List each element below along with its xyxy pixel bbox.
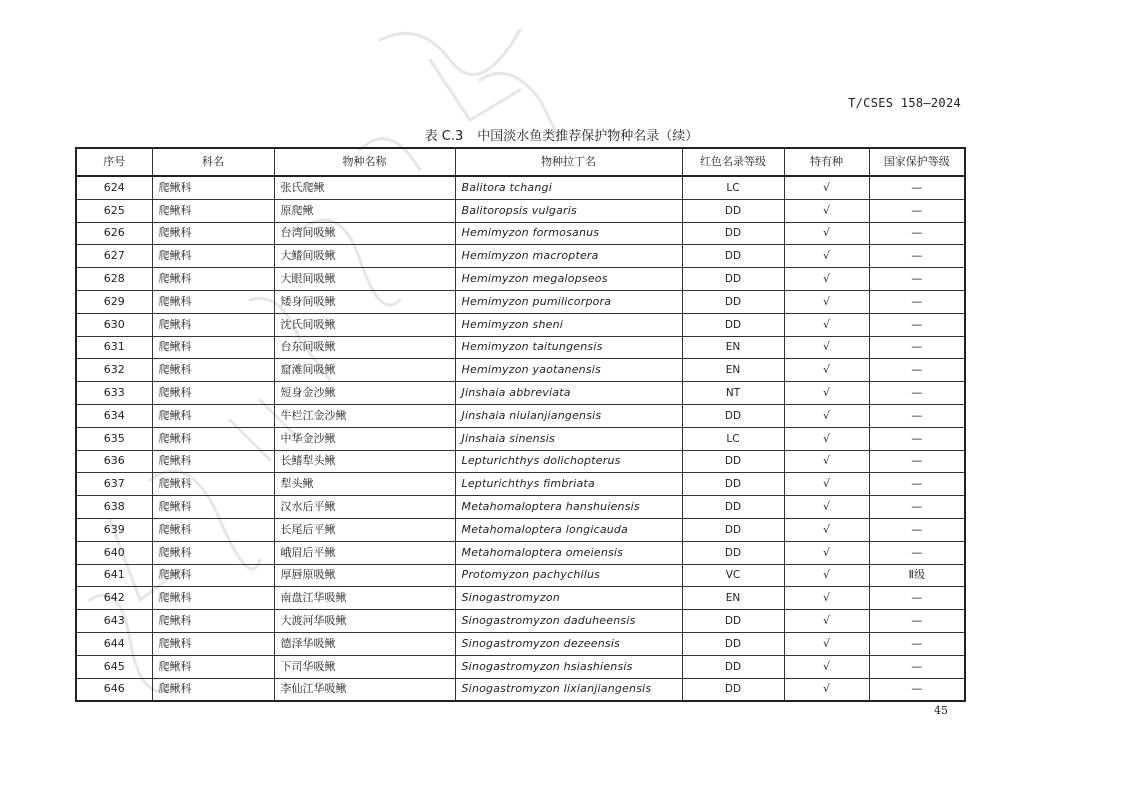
table-row (76, 632, 965, 655)
cell-species-name: 大眼间吸鳅 (274, 268, 455, 291)
cell-number: 627 (76, 245, 152, 268)
cell-latin-name: Hemimyzon sheni (455, 313, 682, 336)
column-header-species-name: 物种名称 (274, 148, 455, 176)
cell-endemic: √ (784, 290, 869, 313)
cell-number: 635 (76, 427, 152, 450)
table-caption (0, 125, 1123, 144)
cell-endemic: √ (784, 610, 869, 633)
cell-endemic: √ (784, 359, 869, 382)
cell-latin-name: Sinogastromyzon lixianjiangensis (455, 678, 682, 701)
cell-species-name: 台东间吸鳅 (274, 336, 455, 359)
cell-protection: — (869, 427, 965, 450)
cell-species-name: 南盘江华吸鳅 (274, 587, 455, 610)
cell-latin-name: Sinogastromyzon (455, 587, 682, 610)
cell-species-name: 大鳍间吸鳅 (274, 245, 455, 268)
column-header-latin-name: 物种拉丁名 (455, 148, 682, 176)
cell-red-list: NT (682, 382, 784, 405)
cell-species-name: 李仙江华吸鳅 (274, 678, 455, 701)
cell-family: 爬鳅科 (152, 610, 274, 633)
cell-protection: — (869, 473, 965, 496)
cell-protection: — (869, 404, 965, 427)
cell-endemic: √ (784, 268, 869, 291)
cell-family: 爬鳅科 (152, 541, 274, 564)
cell-family: 爬鳅科 (152, 678, 274, 701)
cell-family: 爬鳅科 (152, 518, 274, 541)
cell-family: 爬鳅科 (152, 427, 274, 450)
cell-family: 爬鳅科 (152, 404, 274, 427)
cell-red-list: DD (682, 632, 784, 655)
cell-endemic: √ (784, 382, 869, 405)
column-header-family: 科名 (152, 148, 274, 176)
cell-number: 634 (76, 404, 152, 427)
cell-protection: — (869, 587, 965, 610)
table-row (76, 496, 965, 519)
cell-family: 爬鳅科 (152, 564, 274, 587)
cell-number: 643 (76, 610, 152, 633)
cell-protection: — (869, 176, 965, 199)
cell-number: 640 (76, 541, 152, 564)
cell-protection: — (869, 336, 965, 359)
cell-latin-name: Hemimyzon macroptera (455, 245, 682, 268)
cell-latin-name: Hemimyzon formosanus (455, 222, 682, 245)
cell-species-name: 汉水后平鳅 (274, 496, 455, 519)
cell-number: 646 (76, 678, 152, 701)
table-row (76, 268, 965, 291)
cell-endemic: √ (784, 176, 869, 199)
table-row (76, 245, 965, 268)
cell-number: 636 (76, 450, 152, 473)
cell-protection: — (869, 222, 965, 245)
cell-endemic: √ (784, 245, 869, 268)
cell-protection: — (869, 541, 965, 564)
cell-family: 爬鳅科 (152, 382, 274, 405)
column-header-protection: 国家保护等级 (869, 148, 965, 176)
cell-red-list: DD (682, 290, 784, 313)
cell-endemic: √ (784, 496, 869, 519)
cell-family: 爬鳅科 (152, 450, 274, 473)
cell-number: 631 (76, 336, 152, 359)
cell-red-list: EN (682, 336, 784, 359)
cell-protection: — (869, 450, 965, 473)
cell-red-list: EN (682, 359, 784, 382)
cell-red-list: DD (682, 404, 784, 427)
cell-endemic: √ (784, 518, 869, 541)
column-header-red-list: 红色名录等级 (682, 148, 784, 176)
cell-family: 爬鳅科 (152, 176, 274, 199)
cell-endemic: √ (784, 404, 869, 427)
cell-red-list: VC (682, 564, 784, 587)
cell-red-list: LC (682, 427, 784, 450)
cell-number: 626 (76, 222, 152, 245)
cell-species-name: 长鳍犁头鳅 (274, 450, 455, 473)
cell-species-name: 中华金沙鳅 (274, 427, 455, 450)
table-title: 中国淡水鱼类推荐保护物种名录（续） (477, 129, 699, 144)
cell-number: 642 (76, 587, 152, 610)
cell-latin-name: Balitoropsis vulgaris (455, 199, 682, 222)
table-row (76, 473, 965, 496)
cell-number: 632 (76, 359, 152, 382)
cell-family: 爬鳅科 (152, 587, 274, 610)
cell-red-list: DD (682, 678, 784, 701)
cell-number: 637 (76, 473, 152, 496)
table-row (76, 541, 965, 564)
cell-family: 爬鳅科 (152, 473, 274, 496)
table-row (76, 678, 965, 701)
cell-species-name: 矮身间吸鳅 (274, 290, 455, 313)
cell-number: 644 (76, 632, 152, 655)
cell-red-list: EN (682, 587, 784, 610)
cell-endemic: √ (784, 473, 869, 496)
cell-protection: — (869, 359, 965, 382)
cell-species-name: 大渡河华吸鳅 (274, 610, 455, 633)
cell-latin-name: Sinogastromyzon dezeensis (455, 632, 682, 655)
cell-endemic: √ (784, 336, 869, 359)
cell-latin-name: Hemimyzon yaotanensis (455, 359, 682, 382)
cell-family: 爬鳅科 (152, 290, 274, 313)
cell-latin-name: Hemimyzon pumilicorpora (455, 290, 682, 313)
cell-species-name: 窟滩间吸鳅 (274, 359, 455, 382)
cell-red-list: DD (682, 245, 784, 268)
cell-protection: — (869, 678, 965, 701)
cell-species-name: 下司华吸鳅 (274, 655, 455, 678)
table-row (76, 359, 965, 382)
cell-number: 638 (76, 496, 152, 519)
cell-protection: — (869, 518, 965, 541)
cell-red-list: DD (682, 541, 784, 564)
cell-protection: — (869, 610, 965, 633)
cell-latin-name: Metahomaloptera omeiensis (455, 541, 682, 564)
cell-red-list: DD (682, 450, 784, 473)
cell-latin-name: Hemimyzon taitungensis (455, 336, 682, 359)
cell-red-list: LC (682, 176, 784, 199)
cell-family: 爬鳅科 (152, 359, 274, 382)
table-row (76, 222, 965, 245)
cell-species-name: 峨眉后平鳅 (274, 541, 455, 564)
cell-family: 爬鳅科 (152, 199, 274, 222)
cell-endemic: √ (784, 564, 869, 587)
cell-red-list: DD (682, 268, 784, 291)
cell-family: 爬鳅科 (152, 336, 274, 359)
cell-red-list: DD (682, 473, 784, 496)
species-table (75, 147, 966, 702)
cell-protection: — (869, 290, 965, 313)
cell-latin-name: Balitora tchangi (455, 176, 682, 199)
table-row (76, 564, 965, 587)
cell-red-list: DD (682, 222, 784, 245)
table-number: 表 C.3 (424, 129, 464, 144)
cell-number: 624 (76, 176, 152, 199)
cell-number: 629 (76, 290, 152, 313)
cell-endemic: √ (784, 222, 869, 245)
table-row (76, 404, 965, 427)
cell-endemic: √ (784, 632, 869, 655)
table-body (76, 176, 965, 701)
cell-red-list: DD (682, 199, 784, 222)
page-number: 45 (934, 704, 948, 717)
cell-red-list: DD (682, 313, 784, 336)
cell-latin-name: Metahomaloptera hanshuiensis (455, 496, 682, 519)
column-header-endemic: 特有种 (784, 148, 869, 176)
cell-endemic: √ (784, 199, 869, 222)
table-row (76, 587, 965, 610)
cell-latin-name: Sinogastromyzon hsiashiensis (455, 655, 682, 678)
cell-red-list: DD (682, 518, 784, 541)
table-row (76, 427, 965, 450)
cell-species-name: 短身金沙鳅 (274, 382, 455, 405)
cell-endemic: √ (784, 587, 869, 610)
cell-family: 爬鳅科 (152, 313, 274, 336)
cell-number: 625 (76, 199, 152, 222)
table-row (76, 655, 965, 678)
cell-protection: — (869, 245, 965, 268)
cell-endemic: √ (784, 427, 869, 450)
column-header-no: 序号 (76, 148, 152, 176)
cell-species-name: 厚唇原吸鳅 (274, 564, 455, 587)
cell-endemic: √ (784, 450, 869, 473)
cell-protection: — (869, 268, 965, 291)
table-row (76, 450, 965, 473)
cell-species-name: 张氏爬鳅 (274, 176, 455, 199)
cell-number: 641 (76, 564, 152, 587)
document-code: T/CSES 158—2024 (848, 96, 961, 110)
cell-latin-name: Sinogastromyzon daduheensis (455, 610, 682, 633)
cell-number: 639 (76, 518, 152, 541)
cell-red-list: DD (682, 496, 784, 519)
cell-protection: Ⅱ级 (869, 564, 965, 587)
table-row (76, 336, 965, 359)
cell-protection: — (869, 496, 965, 519)
cell-endemic: √ (784, 678, 869, 701)
cell-species-name: 台湾间吸鳅 (274, 222, 455, 245)
cell-family: 爬鳅科 (152, 245, 274, 268)
cell-protection: — (869, 655, 965, 678)
cell-family: 爬鳅科 (152, 632, 274, 655)
cell-latin-name: Metahomaloptera longicauda (455, 518, 682, 541)
cell-family: 爬鳅科 (152, 268, 274, 291)
cell-protection: — (869, 199, 965, 222)
cell-red-list: DD (682, 610, 784, 633)
cell-endemic: √ (784, 655, 869, 678)
cell-latin-name: Jinshaia sinensis (455, 427, 682, 450)
cell-protection: — (869, 632, 965, 655)
cell-latin-name: Hemimyzon megalopseos (455, 268, 682, 291)
cell-species-name: 原爬鳅 (274, 199, 455, 222)
cell-species-name: 犁头鳅 (274, 473, 455, 496)
cell-endemic: √ (784, 313, 869, 336)
cell-protection: — (869, 313, 965, 336)
cell-number: 633 (76, 382, 152, 405)
cell-species-name: 德泽华吸鳅 (274, 632, 455, 655)
cell-family: 爬鳅科 (152, 222, 274, 245)
table-row (76, 290, 965, 313)
table-header-row (76, 148, 965, 176)
table-row (76, 382, 965, 405)
table-row (76, 176, 965, 199)
cell-latin-name: Protomyzon pachychilus (455, 564, 682, 587)
cell-family: 爬鳅科 (152, 496, 274, 519)
table-row (76, 199, 965, 222)
table-row (76, 518, 965, 541)
cell-species-name: 长尾后平鳅 (274, 518, 455, 541)
cell-number: 645 (76, 655, 152, 678)
cell-number: 630 (76, 313, 152, 336)
cell-red-list: DD (682, 655, 784, 678)
cell-latin-name: Lepturichthys dolichopterus (455, 450, 682, 473)
cell-latin-name: Jinshaia niulanjiangensis (455, 404, 682, 427)
cell-latin-name: Lepturichthys fimbriata (455, 473, 682, 496)
cell-protection: — (869, 382, 965, 405)
cell-latin-name: Jinshaia abbreviata (455, 382, 682, 405)
table-row (76, 610, 965, 633)
cell-number: 628 (76, 268, 152, 291)
cell-species-name: 牛栏江金沙鳅 (274, 404, 455, 427)
cell-endemic: √ (784, 541, 869, 564)
cell-family: 爬鳅科 (152, 655, 274, 678)
cell-species-name: 沈氏间吸鳅 (274, 313, 455, 336)
table-row (76, 313, 965, 336)
